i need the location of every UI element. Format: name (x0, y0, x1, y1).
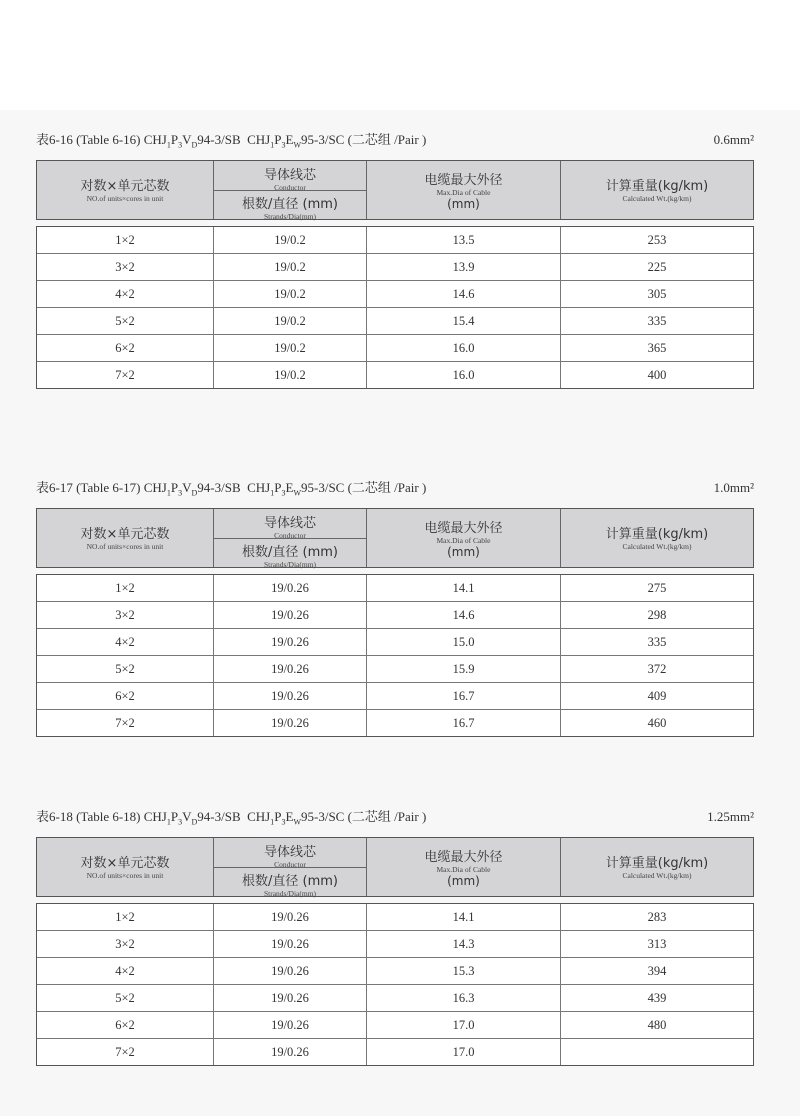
header-units (37, 838, 213, 896)
cell-weight: 225 (560, 254, 753, 280)
header-unit: (mm) (447, 545, 480, 559)
caption-sub: 3 (178, 817, 183, 827)
cell-strands: 19/0.26 (213, 602, 366, 628)
table-row (37, 931, 753, 958)
table-row (37, 575, 753, 602)
conductor-size: 1.25mm² (707, 809, 754, 824)
cell-units: 3×2 (115, 608, 135, 622)
header-sublabel: Strands/Dia(mm) (263, 889, 317, 898)
cell-dia: 15.3 (366, 958, 560, 984)
header-label: 对数×单元芯数 (80, 856, 170, 871)
caption-letter: V (182, 809, 192, 824)
caption-sub: 1 (270, 140, 275, 150)
table-row (37, 683, 753, 710)
cell-strands: 19/0.2 (213, 308, 366, 334)
table-row (37, 362, 753, 388)
caption-sub: 3 (178, 140, 183, 150)
table-body (36, 903, 754, 1066)
header-sublabel: Max.Dia of Cable (436, 188, 491, 197)
header-maxdia (366, 161, 560, 219)
table-body (36, 226, 754, 389)
caption-pair: (二芯组 /Pair ) (347, 480, 427, 495)
cell-strands: 19/0.26 (213, 683, 366, 709)
caption-sub: 3 (178, 488, 183, 498)
cell-units: 1×2 (115, 233, 135, 247)
header-label: 导体线芯 (263, 168, 316, 183)
caption-letter: CHJ (247, 480, 271, 495)
cell-dia: 15.0 (366, 629, 560, 655)
header-sublabel: Strands/Dia(mm) (263, 212, 317, 221)
caption-sub: W (293, 817, 301, 827)
header-units (37, 509, 213, 567)
cell-weight: 365 (560, 335, 753, 361)
caption-letter: P (274, 132, 282, 147)
cell-weight (560, 1039, 753, 1065)
header-label: 计算重量(kg/km) (605, 527, 709, 542)
cell-units: 6×2 (115, 341, 135, 355)
header-sublabel: Max.Dia of Cable (436, 536, 491, 545)
cell-units: 5×2 (115, 991, 135, 1005)
cell-strands: 19/0.2 (213, 335, 366, 361)
cell-strands: 19/0.26 (213, 1012, 366, 1038)
header-label: 电缆最大外径 (424, 521, 503, 536)
table-row (37, 710, 753, 736)
caption-letter: E (285, 132, 294, 147)
header-sublabel: Conductor (274, 531, 306, 540)
header-weight (560, 161, 753, 219)
cell-weight: 313 (560, 931, 753, 957)
header-label: 计算重量(kg/km) (605, 179, 709, 194)
caption-sub: 1 (270, 488, 275, 498)
caption-model: 94-3/SB (197, 809, 241, 824)
caption-sub: 3 (281, 817, 286, 827)
cell-strands: 19/0.26 (213, 985, 366, 1011)
cell-dia: 14.1 (366, 575, 560, 601)
cell-weight: 283 (560, 904, 753, 930)
cell-weight: 480 (560, 1012, 753, 1038)
cell-dia: 16.7 (366, 710, 560, 736)
header-label: 根数/直径 (mm) (242, 874, 338, 889)
cell-units: 4×2 (115, 635, 135, 649)
caption-sub: W (293, 140, 301, 150)
cell-dia: 15.9 (366, 656, 560, 682)
cell-units: 1×2 (115, 910, 135, 924)
caption-model: 95-3/SC (301, 480, 345, 495)
cell-weight: 305 (560, 281, 753, 307)
cell-units: 7×2 (115, 368, 135, 382)
header-sublabel: Conductor (274, 183, 306, 192)
cell-strands: 19/0.26 (213, 958, 366, 984)
cell-units: 6×2 (115, 689, 135, 703)
table-row (37, 985, 753, 1012)
table-row (37, 335, 753, 362)
header-maxdia (366, 838, 560, 896)
caption-pair: (二芯组 /Pair ) (347, 809, 427, 824)
caption-letter: CHJ (247, 132, 271, 147)
header-sublabel: Strands/Dia(mm) (263, 560, 317, 569)
caption-letter: CHJ (247, 809, 271, 824)
cell-dia: 16.7 (366, 683, 560, 709)
cell-dia: 16.3 (366, 985, 560, 1011)
header-sublabel: Calculated Wt.(kg/km) (622, 542, 692, 551)
conductor-size: 1.0mm² (713, 480, 754, 495)
caption-sub: 3 (281, 140, 286, 150)
caption-sub: 1 (270, 817, 275, 827)
header-sublabel: NO.of units×cores in unit (86, 194, 164, 203)
cell-weight: 335 (560, 629, 753, 655)
header-sublabel: NO.of units×cores in unit (86, 542, 164, 551)
cell-weight: 275 (560, 575, 753, 601)
table-row (37, 254, 753, 281)
table-row (37, 602, 753, 629)
caption-sub: D (191, 817, 198, 827)
cell-dia: 16.0 (366, 335, 560, 361)
cell-units: 3×2 (115, 260, 135, 274)
caption-prefix: 表6-17 (Table 6-17) CHJ (36, 480, 167, 495)
header-unit: (mm) (447, 197, 480, 211)
header-label: 根数/直径 (mm) (242, 197, 338, 212)
caption-letter: E (285, 480, 294, 495)
cell-strands: 19/0.2 (213, 227, 366, 253)
table-caption (36, 807, 754, 827)
cell-strands: 19/0.26 (213, 656, 366, 682)
table-header (36, 160, 754, 220)
table-row (37, 904, 753, 931)
caption-sub: 1 (166, 140, 171, 150)
header-maxdia (366, 509, 560, 567)
cell-dia: 17.0 (366, 1039, 560, 1065)
table-caption (36, 130, 754, 150)
caption-sub: 1 (166, 817, 171, 827)
caption-model: 95-3/SC (301, 809, 345, 824)
cell-dia: 13.9 (366, 254, 560, 280)
cell-weight: 372 (560, 656, 753, 682)
table-row (37, 308, 753, 335)
conductor-size: 0.6mm² (713, 132, 754, 147)
cell-strands: 19/0.26 (213, 931, 366, 957)
caption-prefix: 表6-16 (Table 6-16) CHJ (36, 132, 167, 147)
cell-strands: 19/0.26 (213, 710, 366, 736)
header-units (37, 161, 213, 219)
caption-letter: E (285, 809, 294, 824)
cell-units: 3×2 (115, 937, 135, 951)
cell-weight: 394 (560, 958, 753, 984)
caption-sub: D (191, 140, 198, 150)
table-caption (36, 478, 754, 498)
cell-units: 5×2 (115, 662, 135, 676)
header-label: 电缆最大外径 (424, 173, 503, 188)
header-sublabel: NO.of units×cores in unit (86, 871, 164, 880)
cell-dia: 17.0 (366, 1012, 560, 1038)
caption-model: 95-3/SC (301, 132, 345, 147)
cell-dia: 13.5 (366, 227, 560, 253)
cell-weight: 439 (560, 985, 753, 1011)
caption-letter: P (274, 480, 282, 495)
table-row (37, 1012, 753, 1039)
cell-dia: 14.3 (366, 931, 560, 957)
caption-letter: P (170, 480, 179, 495)
header-label: 对数×单元芯数 (80, 527, 170, 542)
header-weight (560, 509, 753, 567)
header-sublabel: Max.Dia of Cable (436, 865, 491, 874)
caption-sub: D (191, 488, 198, 498)
header-label: 导体线芯 (263, 845, 316, 860)
table-row (37, 281, 753, 308)
header-sublabel: Calculated Wt.(kg/km) (622, 194, 692, 203)
cell-dia: 14.6 (366, 281, 560, 307)
header-conductor (213, 838, 366, 896)
caption-letter: P (170, 809, 179, 824)
cell-dia: 14.6 (366, 602, 560, 628)
caption-sub: 1 (166, 488, 171, 498)
caption-prefix: 表6-18 (Table 6-18) CHJ (36, 809, 167, 824)
cell-dia: 15.4 (366, 308, 560, 334)
header-weight (560, 838, 753, 896)
cell-dia: 14.1 (366, 904, 560, 930)
caption-sub: W (293, 488, 301, 498)
table-row (37, 656, 753, 683)
table-row (37, 629, 753, 656)
cell-units: 5×2 (115, 314, 135, 328)
cell-weight: 460 (560, 710, 753, 736)
cell-strands: 19/0.2 (213, 362, 366, 388)
cell-units: 7×2 (115, 716, 135, 730)
caption-sub: 3 (281, 488, 286, 498)
cell-strands: 19/0.2 (213, 281, 366, 307)
cell-units: 4×2 (115, 287, 135, 301)
cell-weight: 400 (560, 362, 753, 388)
cell-strands: 19/0.26 (213, 1039, 366, 1065)
header-conductor (213, 161, 366, 219)
table-body (36, 574, 754, 737)
caption-pair: (二芯组 /Pair ) (347, 132, 427, 147)
caption-letter: V (182, 132, 192, 147)
cell-weight: 409 (560, 683, 753, 709)
header-label: 计算重量(kg/km) (605, 856, 709, 871)
cell-weight: 298 (560, 602, 753, 628)
caption-letter: V (182, 480, 192, 495)
table-row (37, 1039, 753, 1065)
cell-units: 1×2 (115, 581, 135, 595)
cell-weight: 253 (560, 227, 753, 253)
header-sublabel: Calculated Wt.(kg/km) (622, 871, 692, 880)
cell-units: 4×2 (115, 964, 135, 978)
cell-units: 6×2 (115, 1018, 135, 1032)
cell-strands: 19/0.2 (213, 254, 366, 280)
caption-letter: P (274, 809, 282, 824)
header-label: 电缆最大外径 (424, 850, 503, 865)
table-row (37, 227, 753, 254)
caption-letter: P (170, 132, 179, 147)
caption-model: 94-3/SB (197, 480, 241, 495)
cell-dia: 16.0 (366, 362, 560, 388)
cell-weight: 335 (560, 308, 753, 334)
table-header (36, 837, 754, 897)
header-label: 对数×单元芯数 (80, 179, 170, 194)
caption-model: 94-3/SB (197, 132, 241, 147)
header-conductor (213, 509, 366, 567)
header-label: 导体线芯 (263, 516, 316, 531)
header-unit: (mm) (447, 874, 480, 888)
table-header (36, 508, 754, 568)
cell-strands: 19/0.26 (213, 575, 366, 601)
cell-units: 7×2 (115, 1045, 135, 1059)
header-sublabel: Conductor (274, 860, 306, 869)
cell-strands: 19/0.26 (213, 904, 366, 930)
header-label: 根数/直径 (mm) (242, 545, 338, 560)
cell-strands: 19/0.26 (213, 629, 366, 655)
table-row (37, 958, 753, 985)
